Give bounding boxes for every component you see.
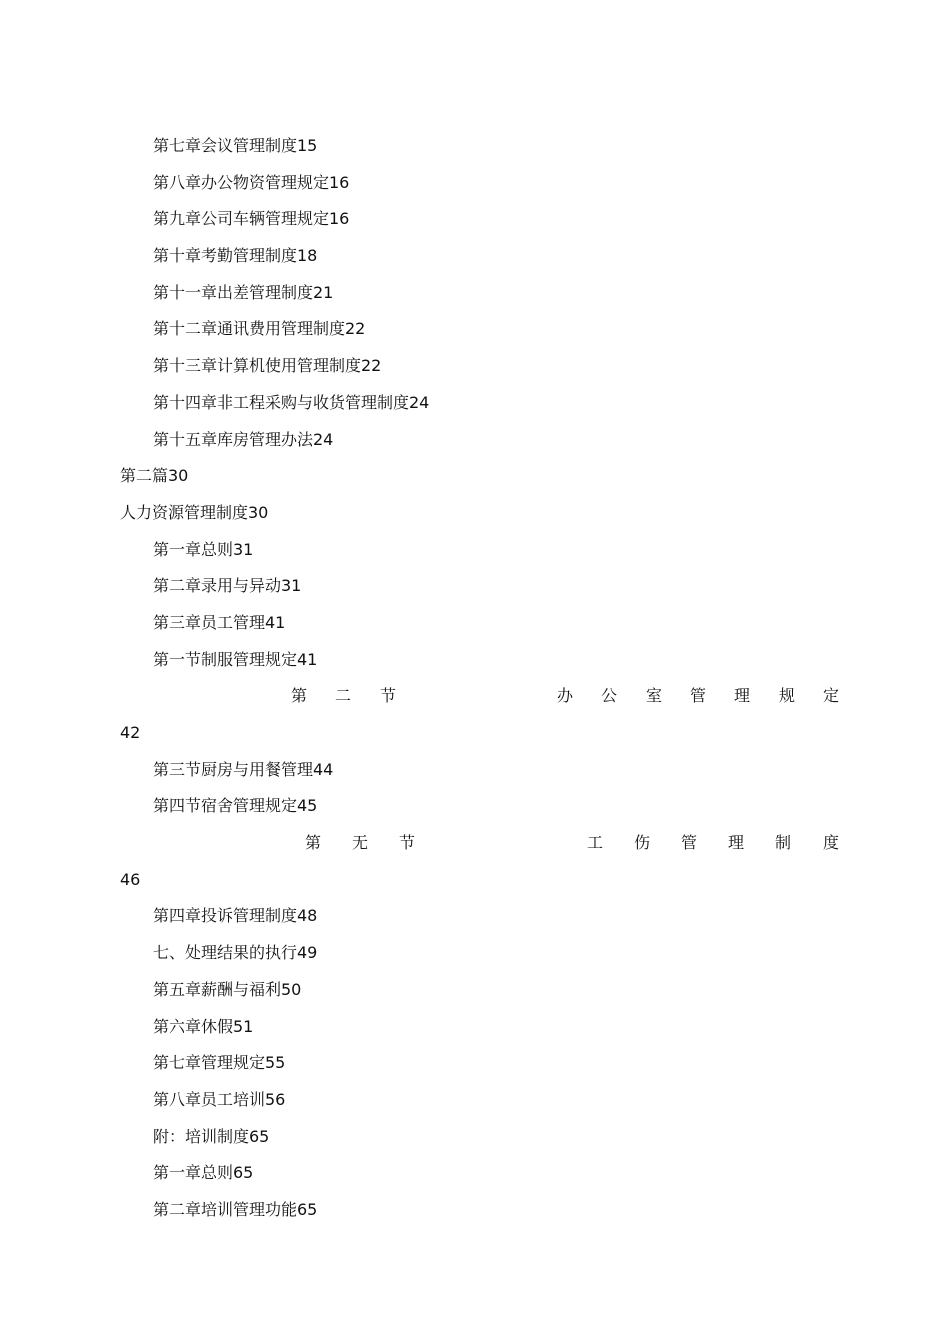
toc-entry: 第三章员工管理41 [153,612,286,632]
toc-entry: 第四节宿舍管理规定45 [153,796,318,816]
toc-char: 理 [728,833,745,853]
toc-char: 管 [690,686,707,706]
toc-entry: 第二章培训管理功能65 [153,1199,318,1219]
toc-entry: 第一章总则65 [153,1163,254,1183]
toc-entry: 第十四章非工程采购与收货管理制度24 [153,392,430,412]
toc-char: 制 [775,833,792,853]
toc-entry: 第一章总则31 [153,539,254,559]
toc-entry: 第十一章出差管理制度21 [153,282,334,302]
toc-page-number: 42 [120,723,141,742]
toc-entry: 第七章会议管理制度15 [153,136,318,155]
toc-char: 第 [291,686,308,706]
toc-part-title: 人力资源管理制度30 [120,502,269,522]
toc-entry: 附：培训制度65 [153,1126,270,1146]
toc-part-heading: 第二篇30 [120,466,189,486]
toc-entry: 第五章薪酬与福利50 [153,979,302,999]
toc-char: 度 [823,833,840,853]
toc-entry: 第二章录用与异动31 [153,576,302,596]
toc-entry: 第八章办公物资管理规定16 [153,172,350,192]
toc-char: 伤 [634,833,651,853]
toc-entry: 第十章考勤管理制度18 [153,246,318,266]
toc-entry: 第十二章通讯费用管理制度22 [153,319,366,339]
toc-char: 公 [601,686,618,706]
toc-char: 二 [335,686,352,706]
toc-entry: 七、处理结果的执行49 [153,943,318,963]
toc-entry: 第八章员工培训56 [153,1089,286,1109]
table-of-contents [120,128,841,1229]
toc-char: 节 [380,686,397,706]
toc-char: 第 [305,833,322,853]
toc-char: 节 [399,833,416,853]
toc-entry-justified [120,678,841,715]
toc-entry: 第九章公司车辆管理规定16 [153,209,350,229]
toc-char: 管 [681,833,698,853]
toc-char: 定 [823,686,840,706]
toc-entry: 第十三章计算机使用管理制度22 [153,356,382,376]
toc-entry: 第四章投诉管理制度48 [153,906,318,926]
toc-char: 理 [734,686,751,706]
toc-entry: 第六章休假51 [153,1016,254,1036]
toc-char: 无 [352,833,369,853]
toc-entry: 第一节制服管理规定41 [153,649,318,669]
toc-char: 工 [587,833,604,853]
toc-entry: 第十五章库房管理办法24 [153,429,334,449]
toc-char: 办 [557,686,574,706]
toc-entry-justified [120,825,841,862]
toc-char: 规 [779,686,796,706]
toc-entry: 第七章管理规定55 [153,1053,286,1073]
toc-char: 室 [646,686,663,706]
toc-page-number: 46 [120,869,141,889]
toc-entry: 第三节厨房与用餐管理44 [153,759,334,779]
